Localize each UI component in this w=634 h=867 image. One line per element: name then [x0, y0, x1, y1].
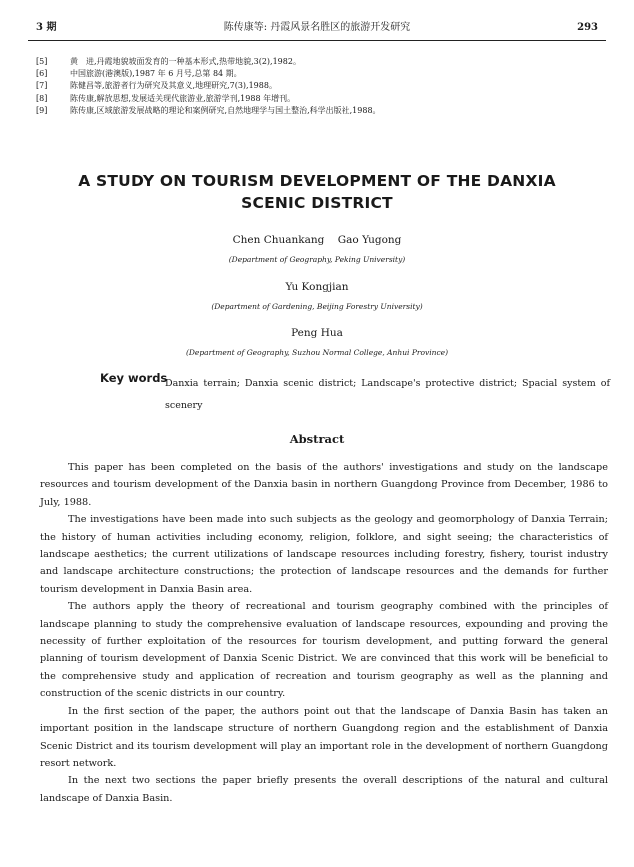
reference-text: 陈传康,区域旅游发展战略的理论和案例研究,自然地理学与国土整治,科学出版社,1988。	[70, 105, 381, 115]
reference-text: 陈健昌等,旅游者行为研究及其意义,地理研究,7(3),1988。	[70, 81, 277, 91]
reference-number: [6]	[36, 69, 48, 79]
reference-text: 黄 进,丹霞地貌坡面发育的一种基本形式,热带地貌,3(2),1982。	[70, 57, 301, 66]
author-affiliation: (Department of Gardening, Beijing Forestry University)	[211, 302, 423, 311]
paper-title-line: A STUDY ON TOURISM DEVELOPMENT OF THE DANXIA	[78, 172, 556, 190]
author-names: Peng Hua	[291, 327, 343, 339]
running-header	[36, 20, 598, 36]
reference-number: [5]	[36, 57, 48, 66]
reference-text: 陈传康,解放思想,发展适关现代旅游业,旅游学刊,1988 年增刊。	[70, 93, 296, 103]
reference-number: [9]	[36, 105, 48, 115]
reference-number: [8]	[36, 93, 48, 103]
reference-item	[36, 93, 604, 105]
author-names: Yu Kongjian	[285, 281, 349, 293]
abstract-body	[40, 459, 608, 807]
reference-item	[36, 68, 604, 80]
author-names: Chen Chuankang Gao Yugong	[232, 234, 402, 246]
reference-item	[36, 105, 604, 117]
running-title: 陈传康等: 丹霞风景名胜区的旅游开发研究	[223, 22, 411, 33]
reference-list	[36, 56, 604, 117]
issue-number: 3 期	[36, 22, 57, 33]
paper-title	[30, 170, 604, 214]
abstract-paragraph: In the first section of the paper, the authors point out that the landscape of Danxia Basin has taken an important position in the landscape structure of northern Guangdong region and the establishment of Danxia Scenic District and its tourism development will play an important role in the development of northern Guangdong resort network.	[40, 705, 608, 769]
paper-title-line: SCENIC DISTRICT	[241, 194, 393, 212]
reference-text: 中国旅游(港澳版),1987 年 6 月号,总第 84 期。	[70, 69, 242, 79]
header-rule	[28, 40, 606, 41]
reference-item	[36, 56, 604, 68]
abstract-paragraph: This paper has been completed on the basis of the authors' investigations and study on the landscape resources and tourism development of the Danxia basin in northern Guangdong Province from December, 1986 to July, 1988.	[40, 462, 608, 508]
abstract-paragraph: The authors apply the theory of recreational and tourism geography combined with the principles of landscape planning to study the comprehensive evaluation of landscape resources, expounding and proving the necessity of further exploitation of the resources for tourism development, and putting forward the general planning of tourism development of Danxia Scenic District. We are convinced that this work will be beneficial to the comprehensive study and application of recreation and tourism geography as well as the planning and construction of the scenic districts in our country.	[40, 601, 608, 700]
reference-item	[36, 80, 604, 92]
keywords-label: Key words	[100, 371, 168, 385]
author-affiliation: (Department of Geography, Suzhou Normal College, Anhui Province)	[185, 348, 449, 357]
reference-number: [7]	[36, 81, 48, 91]
keywords-text: Danxia terrain; Danxia scenic district; Landscape's protective district; Spacial system of scenery	[165, 378, 610, 411]
abstract-heading: Abstract	[289, 432, 345, 446]
page-number: 293	[577, 22, 598, 33]
author-affiliation: (Department of Geography, Peking University)	[228, 255, 406, 264]
abstract-paragraph: The investigations have been made into such subjects as the geology and geomorphology of Danxia Terrain; the history of human activities including economy, religion, folklore, and sight seeing; the characteristics of landscape aesthetics; the current utilizations of landscape resources including forestry, fishery, tourist industry and landscape architecture constructions; the protection of landscape resources and the demands for further tourism development in Danxia Basin area.	[40, 514, 608, 595]
abstract-paragraph: In the next two sections the paper briefly presents the overall descriptions of the natural and cultural landscape of Danxia Basin.	[40, 775, 608, 804]
